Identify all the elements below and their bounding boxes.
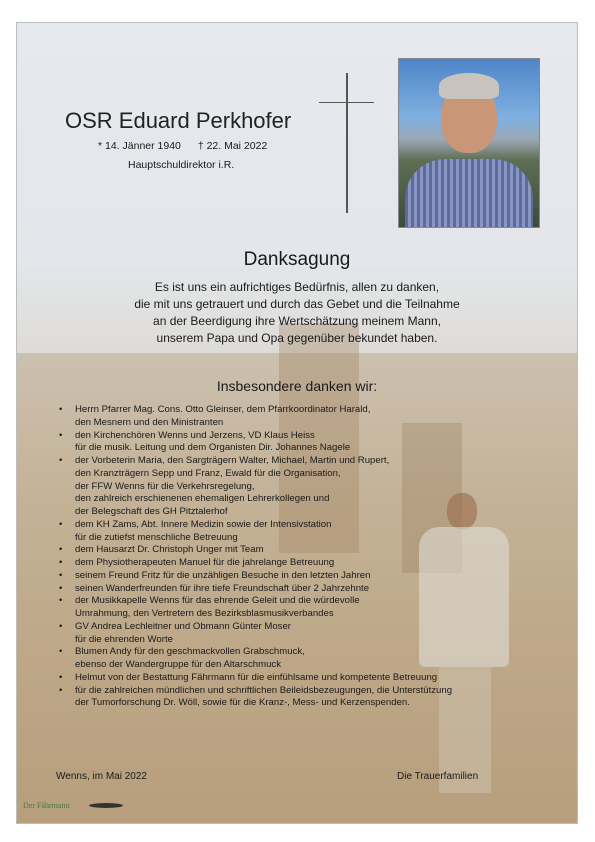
parte-card [16,22,578,824]
thanks-item-continuation: den Mesnern und den Ministranten [75,416,224,428]
thanks-item: • Helmut von der Bestattung Fährmann für die einfühlsame und kompetente Betreuung [57,672,557,685]
thanks-item: • der Musikkapelle Wenns für das ehrende Geleit und die würdevolle [57,595,557,608]
cross-icon-bar [319,102,374,103]
thanks-item: • der Vorbeterin Maria, den Sargträgern Walter, Michael, Martin und Rupert, [57,455,557,468]
thanks-item-continuation: für die ehrenden Worte [75,633,173,645]
thanks-item-continuation: den Kranzträgern Sepp und Franz, Ewald für die Organisation, [75,467,341,479]
logo-text: Der Fährmann [23,801,70,810]
logo-boat-icon [89,803,123,808]
thanks-item: • den Kirchenchören Wenns und Jerzens, VD Klaus Heiss [57,430,557,443]
funeral-home-logo [23,801,69,810]
cross-icon [346,73,348,213]
thanks-list [57,404,557,710]
thanks-subheading: Insbesondere danken wir: [216,378,378,394]
death-date: † 22. Mai 2022 [197,140,268,152]
thanks-item-continuation: für die musik. Leitung und dem Organisten Dir. Johannes Nagele [75,442,351,454]
signature-families: Die Trauerfamilien [397,771,479,782]
intro-line: unserem Papa und Opa gegenüber bekundet haben. [156,331,438,345]
birth-date: * 14. Jänner 1940 [98,140,181,152]
thanks-item: • dem Hausarzt Dr. Christoph Unger mit Team [57,544,557,557]
thanks-item: • für die zahlreichen mündlichen und schriftlichen Beileidsbezeugungen, die Unterstützung [57,685,557,698]
intro-line: an der Beerdigung ihre Wertschätzung meinem Mann, [153,314,441,328]
thanks-item: • dem KH Zams, Abt. Innere Medizin sowie der Intensivstation [57,519,557,532]
place-date: Wenns, im Mai 2022 [56,771,147,782]
thanks-item-continuation: der Tumorforschung Dr. Wöll, sowie für die Kranz-, Mess- und Kerzenspenden. [75,697,410,709]
life-dates [98,140,281,152]
thanks-item-continuation: ebenso der Wandergruppe für den Altarschmuck [75,659,282,670]
thanks-item-continuation: Umrahmung, den Vertretern des Bezirksblasmusikverbandes [75,608,334,619]
deceased-name: OSR Eduard Perkhofer [65,108,292,133]
thanks-item-continuation: für die zutiefst menschliche Betreuung [75,531,238,543]
thanks-intro [17,279,577,347]
deceased-role: Hauptschuldirektor i.R. [128,159,235,171]
thanks-item: • dem Physiotherapeuten Manuel für die jahrelange Betreuung [57,557,557,570]
intro-line: die mit uns getrauert und durch das Gebet und die Teilnahme [134,297,460,311]
thanks-item: • Blumen Andy für den geschmackvollen Grabschmuck, [57,646,557,659]
thanks-item-continuation: den zahlreich erschienenen ehemaligen Lehrerkollegen und [75,493,330,505]
thanks-heading: Danksagung [243,249,351,270]
thanks-item: • Herrn Pfarrer Mag. Cons. Otto Gleinser, dem Pfarrkoordinator Harald, [57,404,557,417]
thanks-item-continuation: der Belegschaft des GH Pitztalerhof [75,506,228,517]
portrait-photo [398,58,540,228]
thanks-item: • seinen Wanderfreunden für ihre tiefe Freundschaft über 2 Jahrzehnte [57,583,557,596]
thanks-item: • GV Andrea Lechleitner und Obmann Günter Moser [57,621,557,634]
thanks-item: • seinem Freund Fritz für die unzähligen Besuche in den letzten Jahren [57,570,557,583]
intro-line: Es ist uns ein aufrichtiges Bedürfnis, allen zu danken, [154,280,440,294]
thanks-item-continuation: der FFW Wenns für die Verkehrsregelung, [75,480,255,492]
